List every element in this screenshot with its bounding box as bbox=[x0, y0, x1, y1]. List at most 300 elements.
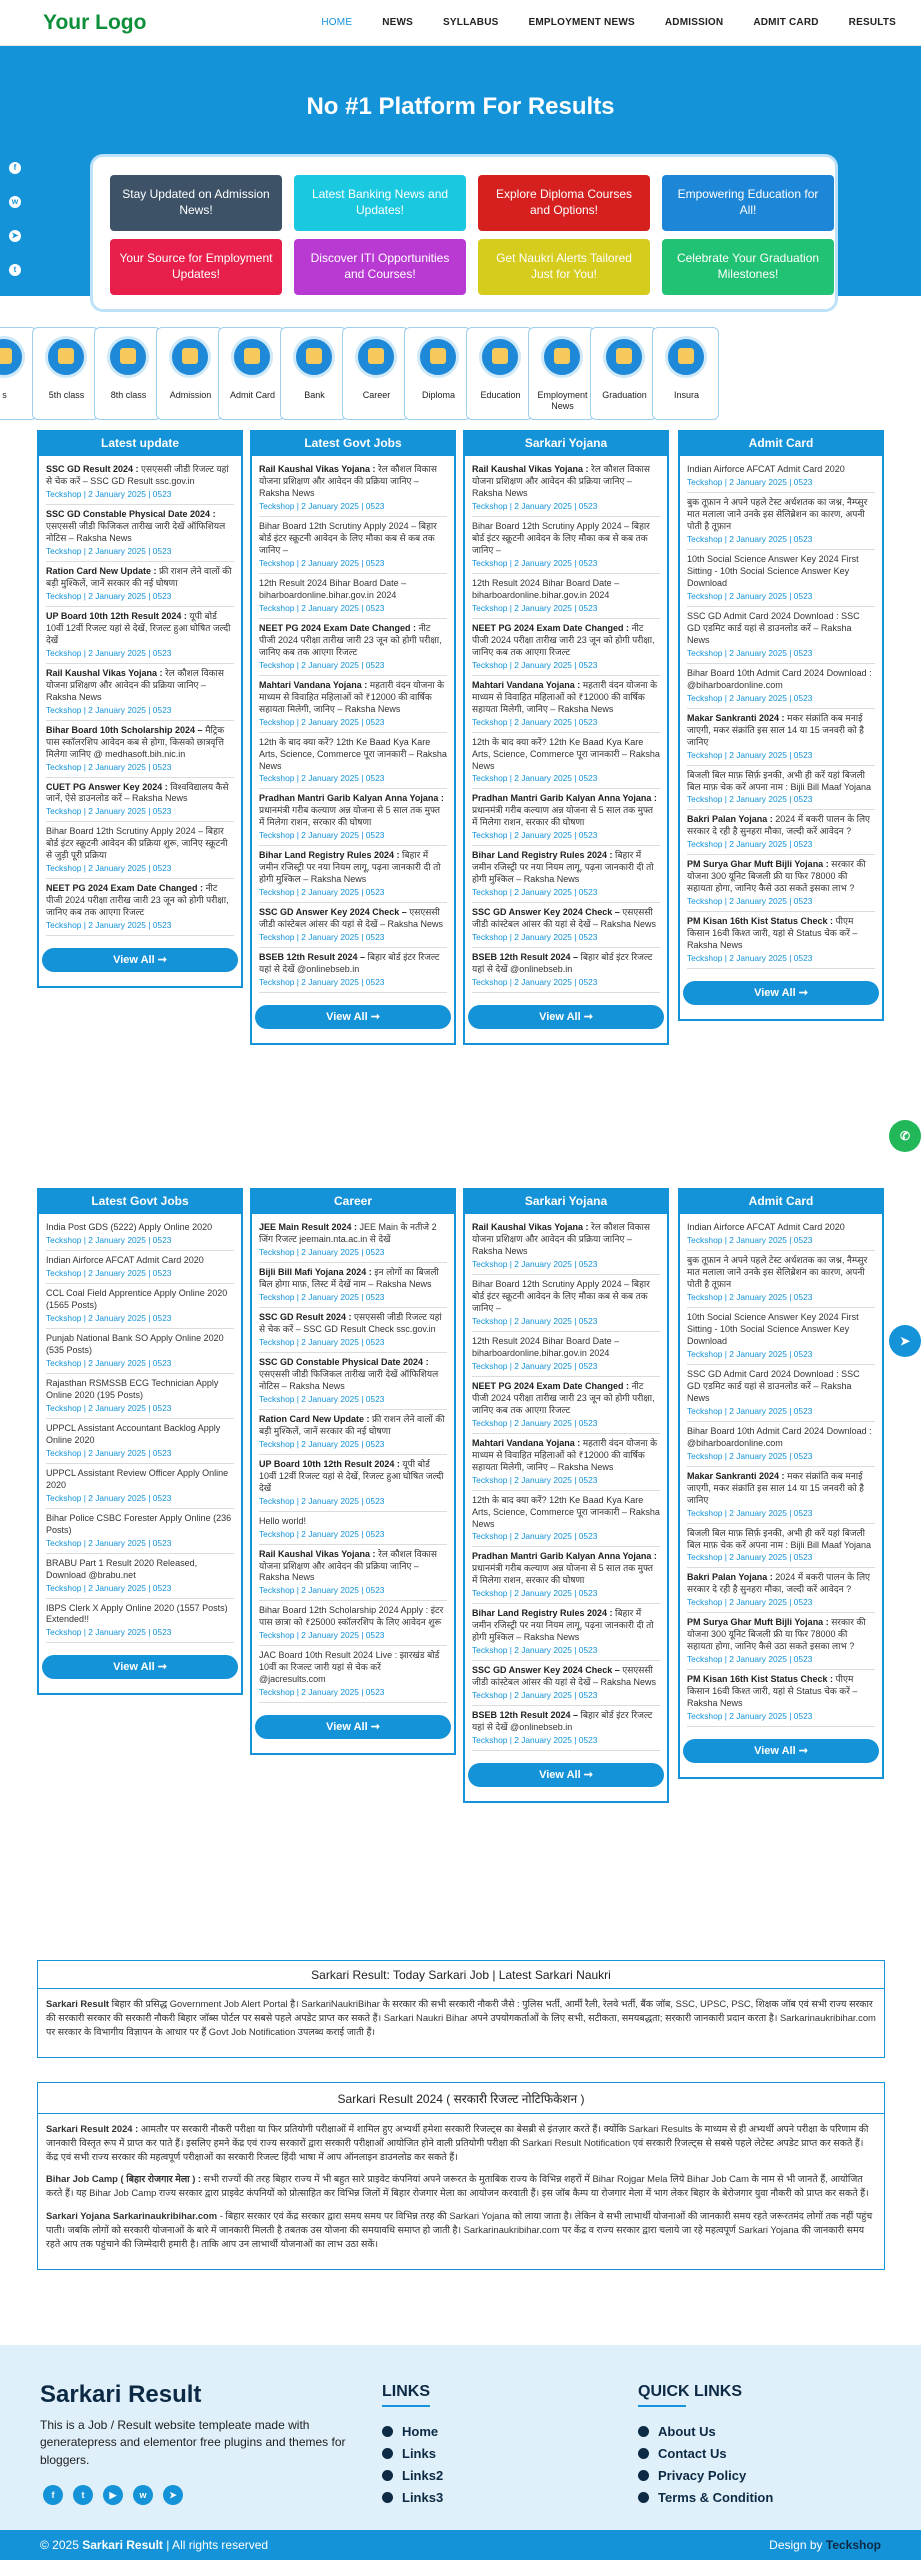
view-all-button[interactable]: View All ➞ bbox=[42, 1655, 238, 1679]
post-box-heading: Career bbox=[252, 1188, 454, 1214]
list-item[interactable] bbox=[687, 493, 875, 550]
list-item-meta: Teckshop | 2 January 2025 | 0523 bbox=[687, 1552, 813, 1563]
list-item-title[interactable]: NEET PG 2024 Exam Date Changed : नीट पीजी 2024 परीक्षा तारीख जारी 23 जून को होगी परीक्षा, जानिए कब तक आएगा रिजल्ट bbox=[259, 622, 442, 657]
list-item-title[interactable]: बुक तूफ़ान ने अपने पहले टेस्ट अर्धशतक का जश्न, नैम्प्सुर मात मलाला जाने उनके इस सेलिब्रेशन का कारण, अपनी पोती है तूफ़ान bbox=[687, 1254, 868, 1289]
list-item-meta: Teckshop | 2 January 2025 | 0523 bbox=[687, 1234, 813, 1245]
list-item-title[interactable]: Punjab National Bank SO Apply Online 2020 (535 Posts) bbox=[46, 1332, 224, 1355]
list-item-title[interactable]: PM Surya Ghar Muft Bijli Yojana : सरकार की योजना 300 यूनिट बिजली फ्री या फिर 78000 की सहायता होगा, जानिए कैसे उठा सकते इसका लाभ ? bbox=[687, 1617, 866, 1652]
list-item[interactable] bbox=[472, 574, 660, 619]
list-item-title[interactable]: BSEB 12th Result 2024 – बिहार बोर्ड इंटर रिजल्ट यहां से देखें @onlinebseb.in bbox=[472, 1710, 653, 1733]
info-2-paragraph-3: Sarkari Yojana Sarkarinaukribihar.com - बिहार सरकार एवं केंद्र सरकार द्वारा समय समय पर विभिन्न तरह की Sarkari Yojana को लाया जाता है। लेकिन वे सभी लाभार्थी योजनाओं की जानकारी समय रहते जरूरतमंद लोगों तक नहीं पहुंच पाती। जबकि लोगों को सरकारी योजनाओं के बारे में जानकारी मिलती है तबतक उस योजना की समयावधि समाप्त हो जाती है। Sarkarinaukribihar.com पर केंद्र व राज्य सरकार द्वारा चलाये जा रहे महत्वपूर्ण Sarkari Yojana की जानकारी समय रहते आप तक पहुंचाने की जिम्मेदारी हमारी है। ताकि आप उन लाभार्थी योजनाओं का लाभ उठा सकें। bbox=[46, 2209, 873, 2249]
list-item-title[interactable]: 12th के बाद क्या करें? 12th Ke Baad Kya Kare Arts, Science, Commerce पूरा जानकारी – Raksha News bbox=[472, 736, 660, 771]
list-item-title[interactable]: Pradhan Mantri Garib Kalyan Anna Yojana : प्रधानमंत्री गरीब कल्याण अन्न योजना से 5 साल तक मुफ्त में मिलेगा राशन, सरकार की घोषणा bbox=[472, 793, 657, 828]
list-item[interactable] bbox=[472, 1218, 660, 1275]
view-all-button[interactable]: View All ➞ bbox=[255, 1005, 451, 1029]
category-label: 8th class bbox=[110, 390, 147, 400]
list-item-meta: Teckshop | 2 January 2025 | 0523 bbox=[472, 887, 598, 898]
list-item-meta: Teckshop | 2 January 2025 | 0523 bbox=[46, 863, 172, 874]
list-item-title[interactable]: UPPCL Assistant Accountant Backlog Apply Online 2020 bbox=[46, 1422, 221, 1445]
whatsapp-float-icon[interactable]: ✆ bbox=[889, 1120, 921, 1152]
nav-employment-news[interactable]: EMPLOYMENT NEWS bbox=[528, 17, 635, 28]
category-label: Graduation bbox=[602, 390, 647, 400]
list-item-meta: Teckshop | 2 January 2025 | 0523 bbox=[259, 1495, 385, 1506]
list-item[interactable] bbox=[46, 1374, 234, 1419]
list-item-title[interactable]: Bihar Board 12th Scrutiny Apply 2024 – बिहार बोर्ड इंटर स्क्रूटनी आवेदन के लिए मौका कब से कब तक जानिए – bbox=[259, 520, 437, 555]
view-all-button[interactable]: View All ➞ bbox=[683, 1739, 879, 1763]
list-item-title[interactable]: SSC GD Admit Card 2024 Download : SSC GD एडमिट कार्ड यहां से डाउनलोड करें – Raksha News bbox=[687, 1368, 860, 1403]
list-item[interactable] bbox=[46, 1419, 234, 1464]
whatsapp-icon[interactable]: w bbox=[9, 196, 21, 208]
list-item-meta: Teckshop | 2 January 2025 | 0523 bbox=[46, 545, 172, 556]
list-item[interactable] bbox=[46, 1464, 234, 1509]
category-card[interactable] bbox=[94, 327, 161, 420]
telegram-icon[interactable]: ➤ bbox=[163, 2485, 183, 2505]
list-item[interactable] bbox=[472, 1547, 660, 1604]
list-item[interactable] bbox=[472, 1661, 660, 1706]
list-item-title[interactable]: SSC GD Answer Key 2024 Check – एसएससी जीडी कांस्टेबल आंसर की यहां से देखें – Raksha News bbox=[472, 1665, 656, 1688]
telegram-float-icon[interactable]: ➤ bbox=[889, 1325, 921, 1357]
list-item-title[interactable]: CCL Coal Field Apprentice Apply Online 2020 (1565 Posts) bbox=[46, 1287, 228, 1310]
list-item[interactable] bbox=[687, 1422, 875, 1467]
nav-admit-card[interactable]: ADMIT CARD bbox=[753, 17, 819, 28]
facebook-icon[interactable]: f bbox=[43, 2485, 63, 2505]
list-item-meta: Teckshop | 2 January 2025 | 0523 bbox=[259, 977, 385, 988]
list-item[interactable] bbox=[472, 1275, 660, 1332]
info-1-title: Sarkari Result: Today Sarkari Job | Latest Sarkari Naukri bbox=[38, 1961, 884, 1989]
list-item-meta: Teckshop | 2 January 2025 | 0523 bbox=[472, 932, 598, 943]
nav-home[interactable]: HOME bbox=[321, 17, 353, 28]
list-item-title[interactable]: Mahtari Vandana Yojana : महतारी वंदन योजना के माध्यम से विवाहित महिलाओं को ₹12000 की वार्षिक सहायता मिलेगी, जानिए – Raksha News bbox=[472, 1437, 658, 1472]
list-item[interactable] bbox=[259, 733, 447, 790]
list-item[interactable] bbox=[46, 1218, 234, 1251]
list-item-title[interactable]: Bihar Board 10th Admit Card 2024 Download : @biharboardonline.com bbox=[687, 1425, 872, 1448]
list-item[interactable] bbox=[472, 676, 660, 733]
list-item-meta: Teckshop | 2 January 2025 | 0523 bbox=[687, 1348, 813, 1359]
facebook-icon[interactable]: f bbox=[9, 162, 21, 174]
category-card[interactable] bbox=[590, 327, 657, 420]
main-nav bbox=[291, 17, 896, 28]
list-item-title[interactable]: PM Kisan 16th Kist Status Check : पीएम किसान 16वी किश्त जारी, यहां से Status चेक करें – Raksha News bbox=[687, 916, 858, 951]
list-item[interactable] bbox=[46, 778, 234, 823]
list-item-title[interactable]: 10th Social Science Answer Key 2024 First Sitting - 10th Social Science Answer Key Download bbox=[687, 553, 859, 588]
list-item-meta: Teckshop | 2 January 2025 | 0523 bbox=[472, 716, 598, 727]
list-item[interactable] bbox=[687, 460, 875, 493]
list-item-meta: Teckshop | 2 January 2025 | 0523 bbox=[259, 557, 385, 568]
list-item-meta: Teckshop | 2 January 2025 | 0523 bbox=[687, 839, 813, 850]
list-item-title[interactable]: NEET PG 2024 Exam Date Changed : नीट पीजी 2024 परीक्षा तारीख जारी 23 जून को होगी परीक्षा, जानिए कब तक आएगा रिजल्ट bbox=[472, 1380, 655, 1415]
list-item-meta: Teckshop | 2 January 2025 | 0523 bbox=[259, 1528, 385, 1539]
category-icon bbox=[169, 336, 211, 378]
list-item[interactable] bbox=[472, 1706, 660, 1751]
nav-syllabus[interactable]: SYLLABUS bbox=[443, 17, 499, 28]
list-item-title[interactable]: 12th Result 2024 Bihar Board Date – biharboardonline.bihar.gov.in 2024 bbox=[472, 577, 620, 600]
category-label: Bank bbox=[304, 390, 325, 400]
list-item-title[interactable]: Bihar Board 12th Scholarship 2024 Apply : इंटर पास छात्रा को ₹25000 स्कॉलरशिप के लिए आवेदन शुरू bbox=[259, 1605, 444, 1628]
footer-quick-heading: QUICK LINKS bbox=[638, 2383, 742, 2400]
post-box-heading: Admit Card bbox=[680, 430, 882, 456]
list-item[interactable] bbox=[687, 1308, 875, 1365]
list-item[interactable] bbox=[472, 948, 660, 993]
list-item[interactable] bbox=[687, 855, 875, 912]
list-item-title[interactable]: Rail Kaushal Vikas Yojana : रेल कौशल विकास योजना प्रशिक्षण और आवेदन की प्रक्रिया जानिए – Raksha News bbox=[259, 464, 437, 498]
category-card[interactable] bbox=[218, 327, 285, 420]
list-item-meta: Teckshop | 2 January 2025 | 0523 bbox=[259, 1585, 385, 1596]
list-item-title[interactable]: SSC GD Constable Physical Date 2024 : एसएससी जीडी फिजिकल तारीख जारी देखें ऑफिशियल नोटिस – Raksha News bbox=[259, 1356, 439, 1391]
social-sidebar bbox=[0, 150, 30, 290]
category-icon bbox=[417, 336, 459, 378]
list-item-title[interactable]: JEE Main Result 2024 : JEE Main के नतीजे 2 जिंग रिजल्ट jeemain.nta.ac.in से देखें bbox=[259, 1222, 437, 1244]
list-item[interactable] bbox=[259, 948, 447, 993]
category-card[interactable] bbox=[156, 327, 223, 420]
copyright-bar bbox=[0, 2530, 921, 2560]
view-all-button[interactable]: View All ➞ bbox=[255, 1715, 451, 1739]
category-label: s bbox=[2, 390, 7, 400]
list-item-meta: Teckshop | 2 January 2025 | 0523 bbox=[472, 1690, 598, 1701]
list-item-title[interactable]: 12th के बाद क्या करें? 12th Ke Baad Kya Kare Arts, Science, Commerce पूरा जानकारी – Raksha News bbox=[259, 736, 447, 771]
list-item-title[interactable]: Indian Airforce AFCAT Admit Card 2020 bbox=[687, 1222, 845, 1232]
list-item-title[interactable]: Mahtari Vandana Yojana : महतारी वंदन योजना के माध्यम से विवाहित महिलाओं को ₹12000 की वार्षिक सहायता मिलेगी, जानिए – Raksha News bbox=[259, 679, 445, 714]
category-icon bbox=[541, 336, 583, 378]
footer-link-contact[interactable]: Contact Us bbox=[638, 2446, 727, 2461]
list-item[interactable] bbox=[259, 1353, 447, 1410]
list-item-title[interactable]: Bihar Land Registry Rules 2024 : बिहार में जमीन रजिस्ट्री पर नया नियम लागू, पढ़ना जानकारी दी तो होगी मुश्किल – Raksha News bbox=[472, 850, 654, 885]
list-item-meta: Teckshop | 2 January 2025 | 0523 bbox=[687, 896, 813, 907]
list-item-title[interactable]: Pradhan Mantri Garib Kalyan Anna Yojana : प्रधानमंत्री गरीब कल्याण अन्न योजना से 5 साल तक मुफ्त में मिलेगा राशन, सरकार की घोषणा bbox=[259, 793, 444, 828]
list-item-title[interactable]: UPPCL Assistant Review Officer Apply Online 2020 bbox=[46, 1467, 229, 1490]
list-item-title[interactable]: बिजली बिल माफ़ सिर्फ़ इनकी, अभी ही करें यहां बिजली बिल माफ़ चेक करें अपना नाम : Bijli Bill Maaf Yojana bbox=[687, 769, 872, 792]
twitter-icon[interactable]: t bbox=[9, 264, 21, 276]
list-item[interactable] bbox=[687, 1670, 875, 1727]
list-item[interactable] bbox=[259, 1218, 447, 1263]
category-icon bbox=[355, 336, 397, 378]
list-item[interactable] bbox=[259, 619, 447, 676]
list-item-meta: Teckshop | 2 January 2025 | 0523 bbox=[472, 602, 598, 613]
list-item[interactable] bbox=[472, 1377, 660, 1434]
list-item-title[interactable]: Rail Kaushal Vikas Yojana : रेल कौशल विकास योजना प्रशिक्षण और आवेदन की प्रक्रिया जानिए – Raksha News bbox=[472, 1222, 650, 1256]
list-item-meta: Teckshop | 2 January 2025 | 0523 bbox=[472, 1531, 598, 1542]
list-item-title[interactable]: SSC GD Admit Card 2024 Download : SSC GD एडमिट कार्ड यहां से डाउनलोड करें – Raksha News bbox=[687, 610, 860, 645]
list-item-title[interactable]: Ration Card New Update : फ्री राशन लेने वालों की बड़ी मुश्किलें, जानें सरकार की नई घोषणा bbox=[46, 565, 232, 588]
list-item[interactable] bbox=[259, 1308, 447, 1353]
nav-news[interactable]: NEWS bbox=[382, 17, 414, 28]
list-item-meta: Teckshop | 2 January 2025 | 0523 bbox=[46, 488, 172, 499]
topic-pill[interactable]: Your Source for Employment Updates! bbox=[110, 239, 282, 295]
list-item[interactable] bbox=[46, 505, 234, 562]
list-item-meta: Teckshop | 2 January 2025 | 0523 bbox=[46, 1537, 172, 1548]
list-item[interactable] bbox=[687, 664, 875, 709]
list-item[interactable] bbox=[472, 733, 660, 790]
topic-pill[interactable]: Discover ITI Opportunities and Courses! bbox=[294, 239, 466, 295]
list-item-meta: Teckshop | 2 January 2025 | 0523 bbox=[472, 1417, 598, 1428]
list-item[interactable] bbox=[472, 903, 660, 948]
post-box bbox=[250, 1188, 456, 1755]
list-item[interactable] bbox=[687, 1568, 875, 1613]
list-item-title[interactable]: CUET PG Answer Key 2024 : विश्वविद्यालय कैसे जानें, ऐसे डाउनलोड करें – Raksha News bbox=[46, 781, 229, 804]
topic-pill[interactable]: Celebrate Your Graduation Milestones! bbox=[662, 239, 834, 295]
list-item-meta: Teckshop | 2 January 2025 | 0523 bbox=[472, 1315, 598, 1326]
category-icon bbox=[45, 336, 87, 378]
list-item-title[interactable]: NEET PG 2024 Exam Date Changed : नीट पीजी 2024 परीक्षा तारीख जारी 23 जून को होगी परीक्षा, जानिए कब तक आएगा रिजल्ट bbox=[472, 622, 655, 657]
list-item[interactable] bbox=[472, 789, 660, 846]
list-item-title[interactable]: Bihar Police CSBC Forester Apply Online (236 Posts) bbox=[46, 1512, 232, 1535]
list-item-meta: Teckshop | 2 January 2025 | 0523 bbox=[472, 1645, 598, 1656]
list-item-title[interactable]: IBPS Clerk X Apply Online 2020 (1557 Posts) Extended!! bbox=[46, 1602, 228, 1625]
info-section-1 bbox=[37, 1960, 885, 2058]
list-item[interactable] bbox=[259, 460, 447, 517]
list-item[interactable] bbox=[259, 903, 447, 948]
list-item[interactable] bbox=[687, 766, 875, 811]
list-item-title[interactable]: Pradhan Mantri Garib Kalyan Anna Yojana : प्रधानमंत्री गरीब कल्याण अन्न योजना से 5 साल तक मुफ्त में मिलेगा राशन, सरकार की घोषणा bbox=[472, 1551, 657, 1586]
list-item[interactable] bbox=[472, 517, 660, 574]
list-item[interactable] bbox=[687, 1218, 875, 1251]
list-item-title[interactable]: Bihar Land Registry Rules 2024 : बिहार में जमीन रजिस्ट्री पर नया नियम लागू, पढ़ना जानकारी दी तो होगी मुश्किल – Raksha News bbox=[472, 1608, 654, 1643]
view-all-button[interactable]: View All ➞ bbox=[468, 1005, 664, 1029]
category-label: Career bbox=[362, 390, 391, 400]
list-item[interactable] bbox=[472, 1332, 660, 1377]
list-item[interactable] bbox=[472, 1604, 660, 1661]
list-item-title[interactable]: Mahtari Vandana Yojana : महतारी वंदन योजना के माध्यम से विवाहित महिलाओं को ₹12000 की वार्षिक सहायता मिलेगी, जानिए – Raksha News bbox=[472, 679, 658, 714]
list-item[interactable] bbox=[259, 517, 447, 574]
list-item[interactable] bbox=[46, 1329, 234, 1374]
list-item-meta: Teckshop | 2 January 2025 | 0523 bbox=[259, 500, 385, 511]
list-item-title[interactable]: Ration Card New Update : फ्री राशन लेने वालों की बड़ी मुश्किलें, जानें सरकार की नई घोषणा bbox=[259, 1413, 445, 1436]
footer-link-links3[interactable]: Links3 bbox=[382, 2490, 443, 2505]
list-item[interactable] bbox=[259, 574, 447, 619]
list-item[interactable] bbox=[46, 1599, 234, 1644]
list-item-meta: Teckshop | 2 January 2025 | 0523 bbox=[46, 1492, 172, 1503]
list-item-meta: Teckshop | 2 January 2025 | 0523 bbox=[46, 806, 172, 817]
list-item[interactable] bbox=[259, 1646, 447, 1703]
list-item-title[interactable]: Rail Kaushal Vikas Yojana : रेल कौशल विकास योजना प्रशिक्षण और आवेदन की प्रक्रिया जानिए – Raksha News bbox=[46, 667, 224, 702]
list-item-title[interactable]: Bihar Land Registry Rules 2024 : बिहार में जमीन रजिस्ट्री पर नया नियम लागू, पढ़ना जानकारी दी तो होगी मुश्किल – Raksha News bbox=[259, 850, 441, 885]
list-item-meta: Teckshop | 2 January 2025 | 0523 bbox=[46, 1447, 172, 1458]
list-item[interactable] bbox=[46, 721, 234, 778]
footer-link-privacy[interactable]: Privacy Policy bbox=[638, 2468, 746, 2483]
nav-results[interactable]: RESULTS bbox=[848, 17, 896, 28]
category-label: Diploma bbox=[421, 390, 455, 400]
list-item-meta: Teckshop | 2 January 2025 | 0523 bbox=[472, 1258, 598, 1269]
list-item-title[interactable]: Bakri Palan Yojana : 2024 में बकरी पालन के लिए सरकार दे रही है सुनहरा मौका, जल्दी करें आवेदन ? bbox=[687, 1572, 871, 1595]
list-item-title[interactable]: PM Kisan 16th Kist Status Check : पीएम किसान 16वी किश्त जारी, यहां से Status चेक करें – Raksha News bbox=[687, 1674, 858, 1709]
list-item-title[interactable]: UP Board 10th 12th Result 2024 : यूपी बोर्ड 10वीं 12वीं रिजल्ट यहां से देखें, रिजल्ट हुआ घोषित जल्दी देखें bbox=[259, 1458, 444, 1493]
list-item[interactable] bbox=[259, 1410, 447, 1455]
list-item-meta: Teckshop | 2 January 2025 | 0523 bbox=[259, 1393, 385, 1404]
list-item-title[interactable]: Rajasthan RSMSSB ECG Technician Apply Online 2020 (195 Posts) bbox=[46, 1377, 219, 1400]
category-card[interactable] bbox=[528, 327, 595, 420]
list-item[interactable] bbox=[259, 676, 447, 733]
footer-link-about[interactable]: About Us bbox=[638, 2424, 716, 2439]
site-logo[interactable]: Your Logo bbox=[43, 11, 147, 34]
list-item-meta: Teckshop | 2 January 2025 | 0523 bbox=[472, 830, 598, 841]
list-item-meta: Teckshop | 2 January 2025 | 0523 bbox=[46, 647, 172, 658]
list-item-title[interactable]: Bihar Board 12th Scrutiny Apply 2024 – बिहार बोर्ड इंटर स्क्रूटनी आवेदन के लिए मौका कब से कब तक जानिए – bbox=[472, 520, 650, 555]
list-item-meta: Teckshop | 2 January 2025 | 0523 bbox=[687, 590, 813, 601]
list-item-title[interactable]: 12th के बाद क्या करें? 12th Ke Baad Kya Kare Arts, Science, Commerce पूरा जानकारी – Raksha News bbox=[472, 1494, 660, 1529]
list-item[interactable] bbox=[259, 1455, 447, 1512]
category-card[interactable] bbox=[652, 327, 719, 420]
list-item-title[interactable]: JAC Board 10th Result 2024 Live : झारखंड बोर्ड 10वीं का रिजल्ट जारी यहां से चेक करें @jacresults.com bbox=[259, 1650, 440, 1685]
list-item[interactable] bbox=[46, 460, 234, 505]
view-all-button[interactable]: View All ➞ bbox=[42, 948, 238, 972]
view-all-button[interactable]: View All ➞ bbox=[468, 1763, 664, 1787]
list-item[interactable] bbox=[472, 846, 660, 903]
list-item-meta: Teckshop | 2 January 2025 | 0523 bbox=[472, 659, 598, 670]
telegram-icon[interactable]: ➤ bbox=[9, 230, 21, 242]
list-item[interactable] bbox=[46, 1509, 234, 1554]
hero-title: No #1 Platform For Results bbox=[306, 93, 615, 120]
list-item[interactable] bbox=[687, 1467, 875, 1524]
list-item[interactable] bbox=[472, 460, 660, 517]
info-1-paragraph: Sarkari Result बिहार की प्रसिद्ध Government Job Alert Portal है। SarkariNaukriBihar के सरकार की सभी सरकारी नौकरी जैसे : पुलिस भर्ती, आर्मी रैली, रेलवे भर्ती, बैंक जॉब, SSC, UPSC, PSC, शिक्षक जॉब एवं सभी राज्य सरकार की सरकारी सरकार की सरकारी नौकरी बिहार जॉब्स पोर्टल पर सबसे पहले अपडेट प्राप्त कर सकते हैं। Sarkari Naukri Bihar अपने उपयोगकर्ताओं के लिए सभी, सटीकता, समयबद्धता; सरकारी जानकारी प्रदान करता है। Sarkarinaukribihar.com पर सरकार के विभागीय विज्ञापन के आधार पर हैं Govt Job Notification उपलब्ध कराई जाती हैं। bbox=[46, 1998, 876, 2038]
list-item-meta: Teckshop | 2 January 2025 | 0523 bbox=[46, 590, 172, 601]
category-card[interactable] bbox=[280, 327, 347, 420]
list-item[interactable] bbox=[259, 1601, 447, 1646]
list-item-meta: Teckshop | 2 January 2025 | 0523 bbox=[687, 647, 813, 658]
nav-admission[interactable]: ADMISSION bbox=[664, 17, 724, 28]
list-item[interactable] bbox=[687, 709, 875, 766]
list-item[interactable] bbox=[259, 1263, 447, 1308]
category-card[interactable] bbox=[32, 327, 99, 420]
footer-title: Sarkari Result bbox=[40, 2381, 202, 2408]
post-box bbox=[37, 430, 243, 988]
list-item-title[interactable]: SSC GD Answer Key 2024 Check – एसएससी जीडी कांस्टेबल आंसर की यहां से देखें – Raksha News bbox=[472, 907, 656, 930]
post-box-heading: Latest Govt Jobs bbox=[252, 430, 454, 456]
list-item-meta: Teckshop | 2 January 2025 | 0523 bbox=[259, 1246, 385, 1257]
list-item-title[interactable]: Bihar Board 12th Scrutiny Apply 2024 – बिहार बोर्ड इंटर स्क्रूटनी आवेदन की प्रक्रिया शुरू, जानिए स्क्रूटनी से जुड़ी पूरी प्रक्रिया bbox=[46, 826, 228, 861]
list-item-title[interactable]: UP Board 10th 12th Result 2024 : यूपी बोर्ड 10वीं 12वीं रिजल्ट यहां से देखें, रिजल्ट हुआ घोषित जल्दी देखें bbox=[46, 610, 231, 645]
post-box bbox=[678, 430, 884, 1021]
list-item-meta: Teckshop | 2 January 2025 | 0523 bbox=[472, 1588, 598, 1599]
list-item-title[interactable]: 10th Social Science Answer Key 2024 First Sitting - 10th Social Science Answer Key Download bbox=[687, 1311, 859, 1346]
footer-link-links[interactable]: Links bbox=[382, 2446, 436, 2461]
list-item-title[interactable]: 12th Result 2024 Bihar Board Date – biharboardonline.bihar.gov.in 2024 bbox=[472, 1335, 620, 1358]
category-card[interactable] bbox=[342, 327, 409, 420]
list-item-title[interactable]: SSC GD Constable Physical Date 2024 : एसएससी जीडी फिजिकल तारीख जारी देखें ऑफिशियल नोटिस – Raksha News bbox=[46, 508, 226, 543]
info-section-2 bbox=[37, 2082, 885, 2270]
list-item-title[interactable]: Bijli Bill Mafi Yojana 2024 : इन लोगों का बिजली बिल होगा माफ़, लिस्ट में देखें नाम – Raksha News bbox=[259, 1266, 439, 1289]
list-item[interactable] bbox=[46, 822, 234, 879]
list-item-title[interactable]: BRABU Part 1 Result 2020 Released, Download @brabu.net bbox=[46, 1557, 198, 1580]
list-item[interactable] bbox=[687, 810, 875, 855]
list-item-title[interactable]: Bihar Board 12th Scrutiny Apply 2024 – बिहार बोर्ड इंटर स्क्रूटनी आवेदन के लिए मौका कब से कब तक जानिए – bbox=[472, 1278, 650, 1313]
list-item-title[interactable]: BSEB 12th Result 2024 – बिहार बोर्ड इंटर रिजल्ट यहां से देखें @onlinebseb.in bbox=[259, 952, 440, 975]
list-item-meta: Teckshop | 2 January 2025 | 0523 bbox=[687, 1711, 813, 1722]
list-item-meta: Teckshop | 2 January 2025 | 0523 bbox=[259, 773, 385, 784]
topic-pill[interactable]: Get Naukri Alerts Tailored Just for You! bbox=[478, 239, 650, 295]
list-item[interactable] bbox=[687, 607, 875, 664]
list-item[interactable] bbox=[46, 1284, 234, 1329]
info-2-paragraph-2: Bihar Job Camp ( बिहार रोजगार मेला ) : सभी राज्यों की तरह बिहार राज्य में भी बहुत सारे प्राइवेट कंपनियां अपने जरूरत के मुताबिक राज्य के विभिन्न शहरों में Bihar Rojgar Mela लिये Bihar Job Cam के नाम से भी जानते हैं, आयोजित करते हैं। यह Bihar Job Camp राज्य सरकार द्वारा प्राइवेट कंपनियों को प्रोत्साहित कर विभिन्न जिलों में बिहार रोजगार मेला का आयोजन करवाती हैं। इस जॉब कैम्प या रोजगार मेला में भाग लेकर बिहार के बेरोजगार युवा नौकरी को प्राप्त कर सकते हैं। bbox=[46, 2173, 869, 2199]
list-item-title[interactable]: Bihar Board 10th Scholarship 2024 – मैट्रिक पास स्कॉलरशिप आवेदन कब से होगा, किसको छात्रवृत्ति मिलेगा जानिए @ medhasoft.bih.nic.in bbox=[46, 724, 225, 759]
list-item-title[interactable]: Rail Kaushal Vikas Yojana : रेल कौशल विकास योजना प्रशिक्षण और आवेदन की प्रक्रिया जानिए – Raksha News bbox=[259, 1548, 437, 1583]
post-box-heading: Sarkari Yojana bbox=[465, 1188, 667, 1214]
category-icon bbox=[479, 336, 521, 378]
list-item-title[interactable]: SSC GD Result 2024 : एसएससी जीडी रिजल्ट यहां से चेक करें – SSC GD Result Check ssc.gov.in bbox=[259, 1311, 442, 1334]
list-item-title[interactable]: BSEB 12th Result 2024 – बिहार बोर्ड इंटर रिजल्ट यहां से देखें @onlinebseb.in bbox=[472, 952, 653, 975]
list-item-meta: Teckshop | 2 January 2025 | 0523 bbox=[259, 1687, 385, 1698]
list-item-meta: Teckshop | 2 January 2025 | 0523 bbox=[687, 476, 813, 487]
list-item-meta: Teckshop | 2 January 2025 | 0523 bbox=[472, 1474, 598, 1485]
list-item-meta: Teckshop | 2 January 2025 | 0523 bbox=[46, 1312, 172, 1323]
list-item-title[interactable]: Bihar Board 10th Admit Card 2024 Download : @biharboardonline.com bbox=[687, 667, 872, 690]
list-item[interactable] bbox=[46, 1251, 234, 1284]
list-item[interactable] bbox=[472, 619, 660, 676]
list-item-meta: Teckshop | 2 January 2025 | 0523 bbox=[259, 659, 385, 670]
list-item-title[interactable]: SSC GD Result 2024 : एसएससी जीडी रिजल्ट यहां से चेक करें – SSC GD Result ssc.gov.in bbox=[46, 464, 229, 486]
list-item-title[interactable]: बुक तूफ़ान ने अपने पहले टेस्ट अर्धशतक का जश्न, नैम्प्सुर मात मलाला जाने उनके इस सेलिब्रेशन का कारण, अपनी पोती है तूफ़ान bbox=[687, 496, 868, 531]
list-item-title[interactable]: बिजली बिल माफ़ सिर्फ़ इनकी, अभी ही करें यहां बिजली बिल माफ़ चेक करें अपना नाम : Bijli Bill Maaf Yojana bbox=[687, 1527, 872, 1550]
list-item[interactable] bbox=[46, 562, 234, 607]
list-item-title[interactable]: Makar Sankranti 2024 : मकर संक्रांति कब मनाई जाएगी, मकर संक्रांति इस साल 14 या 15 जनवरी को है जानिए bbox=[687, 1470, 864, 1505]
list-item[interactable] bbox=[687, 1365, 875, 1422]
list-item[interactable] bbox=[46, 664, 234, 721]
list-item-title[interactable]: PM Surya Ghar Muft Bijli Yojana : सरकार की योजना 300 यूनिट बिजली फ्री या फिर 78000 की सहायता होगा, जानिए कैसे उठा सकते इसका लाभ ? bbox=[687, 859, 866, 894]
twitter-icon[interactable]: t bbox=[73, 2485, 93, 2505]
list-item-meta: Teckshop | 2 January 2025 | 0523 bbox=[472, 557, 598, 568]
category-icon bbox=[0, 336, 25, 378]
list-item-title[interactable]: Makar Sankranti 2024 : मकर संक्रांति कब मनाई जाएगी, मकर संक्रांति इस साल 14 या 15 जनवरी को है जानिए bbox=[687, 712, 864, 747]
list-item-meta: Teckshop | 2 January 2025 | 0523 bbox=[687, 1450, 813, 1461]
footer-link-terms[interactable]: Terms & Condition bbox=[638, 2490, 773, 2505]
list-item[interactable] bbox=[687, 1524, 875, 1569]
footer-link-home[interactable]: Home bbox=[382, 2424, 438, 2439]
list-item-title[interactable]: 12th Result 2024 Bihar Board Date – biharboardonline.bihar.gov.in 2024 bbox=[259, 577, 407, 600]
list-item-title[interactable]: India Post GDS (5222) Apply Online 2020 bbox=[46, 1222, 213, 1232]
footer-link-links2[interactable]: Links2 bbox=[382, 2468, 443, 2483]
list-item[interactable] bbox=[259, 846, 447, 903]
site-footer bbox=[0, 2345, 921, 2560]
youtube-icon[interactable]: ▶ bbox=[103, 2485, 123, 2505]
list-item-title[interactable]: Bakri Palan Yojana : 2024 में बकरी पालन के लिए सरकार दे रही है सुनहरा मौका, जल्दी करें आवेदन ? bbox=[687, 814, 871, 837]
list-item-title[interactable]: Indian Airforce AFCAT Admit Card 2020 bbox=[46, 1254, 204, 1265]
topic-pill[interactable]: Stay Updated on Admission News! bbox=[110, 175, 282, 231]
category-card[interactable] bbox=[466, 327, 533, 420]
list-item[interactable] bbox=[46, 607, 234, 664]
list-item-title[interactable]: Indian Airforce AFCAT Admit Card 2020 bbox=[687, 464, 845, 474]
list-item[interactable] bbox=[687, 1251, 875, 1308]
category-card[interactable] bbox=[404, 327, 471, 420]
post-box-heading: Admit Card bbox=[680, 1188, 882, 1214]
list-item-meta: Teckshop | 2 January 2025 | 0523 bbox=[472, 500, 598, 511]
list-item-title[interactable]: SSC GD Answer Key 2024 Check – एसएससी जीडी कांस्टेबल आंसर की यहां से देखें – Raksha News bbox=[259, 907, 443, 930]
list-item-title[interactable]: NEET PG 2024 Exam Date Changed : नीट पीजी 2024 परीक्षा तारीख जारी 23 जून को होगी परीक्षा, जानिए कब तक आएगा रिजल्ट bbox=[46, 883, 229, 918]
list-item-meta: Teckshop | 2 January 2025 | 0523 bbox=[46, 1627, 172, 1638]
topic-pill[interactable]: Latest Banking News and Updates! bbox=[294, 175, 466, 231]
topic-pill[interactable]: Explore Diploma Courses and Options! bbox=[478, 175, 650, 231]
category-label: Employment News bbox=[537, 390, 588, 411]
topic-pill[interactable]: Empowering Education for All! bbox=[662, 175, 834, 231]
list-item[interactable] bbox=[687, 550, 875, 607]
category-icon bbox=[107, 336, 149, 378]
list-item[interactable] bbox=[472, 1491, 660, 1548]
list-item-meta: Teckshop | 2 January 2025 | 0523 bbox=[687, 533, 813, 544]
category-icon bbox=[665, 336, 707, 378]
list-item-meta: Teckshop | 2 January 2025 | 0523 bbox=[687, 953, 813, 964]
whatsapp-icon[interactable]: w bbox=[133, 2485, 153, 2505]
list-item-meta: Teckshop | 2 January 2025 | 0523 bbox=[259, 887, 385, 898]
list-item-title[interactable]: Hello world! bbox=[259, 1515, 307, 1526]
view-all-button[interactable]: View All ➞ bbox=[683, 981, 879, 1005]
list-item[interactable] bbox=[472, 1434, 660, 1491]
list-item[interactable] bbox=[46, 879, 234, 936]
list-item[interactable] bbox=[259, 1545, 447, 1602]
list-item[interactable] bbox=[259, 1512, 447, 1545]
list-item[interactable] bbox=[259, 789, 447, 846]
list-item[interactable] bbox=[687, 912, 875, 969]
list-item[interactable] bbox=[687, 1613, 875, 1670]
list-item-title[interactable]: Rail Kaushal Vikas Yojana : रेल कौशल विकास योजना प्रशिक्षण और आवेदन की प्रक्रिया जानिए – Raksha News bbox=[472, 464, 650, 498]
list-item[interactable] bbox=[46, 1554, 234, 1599]
